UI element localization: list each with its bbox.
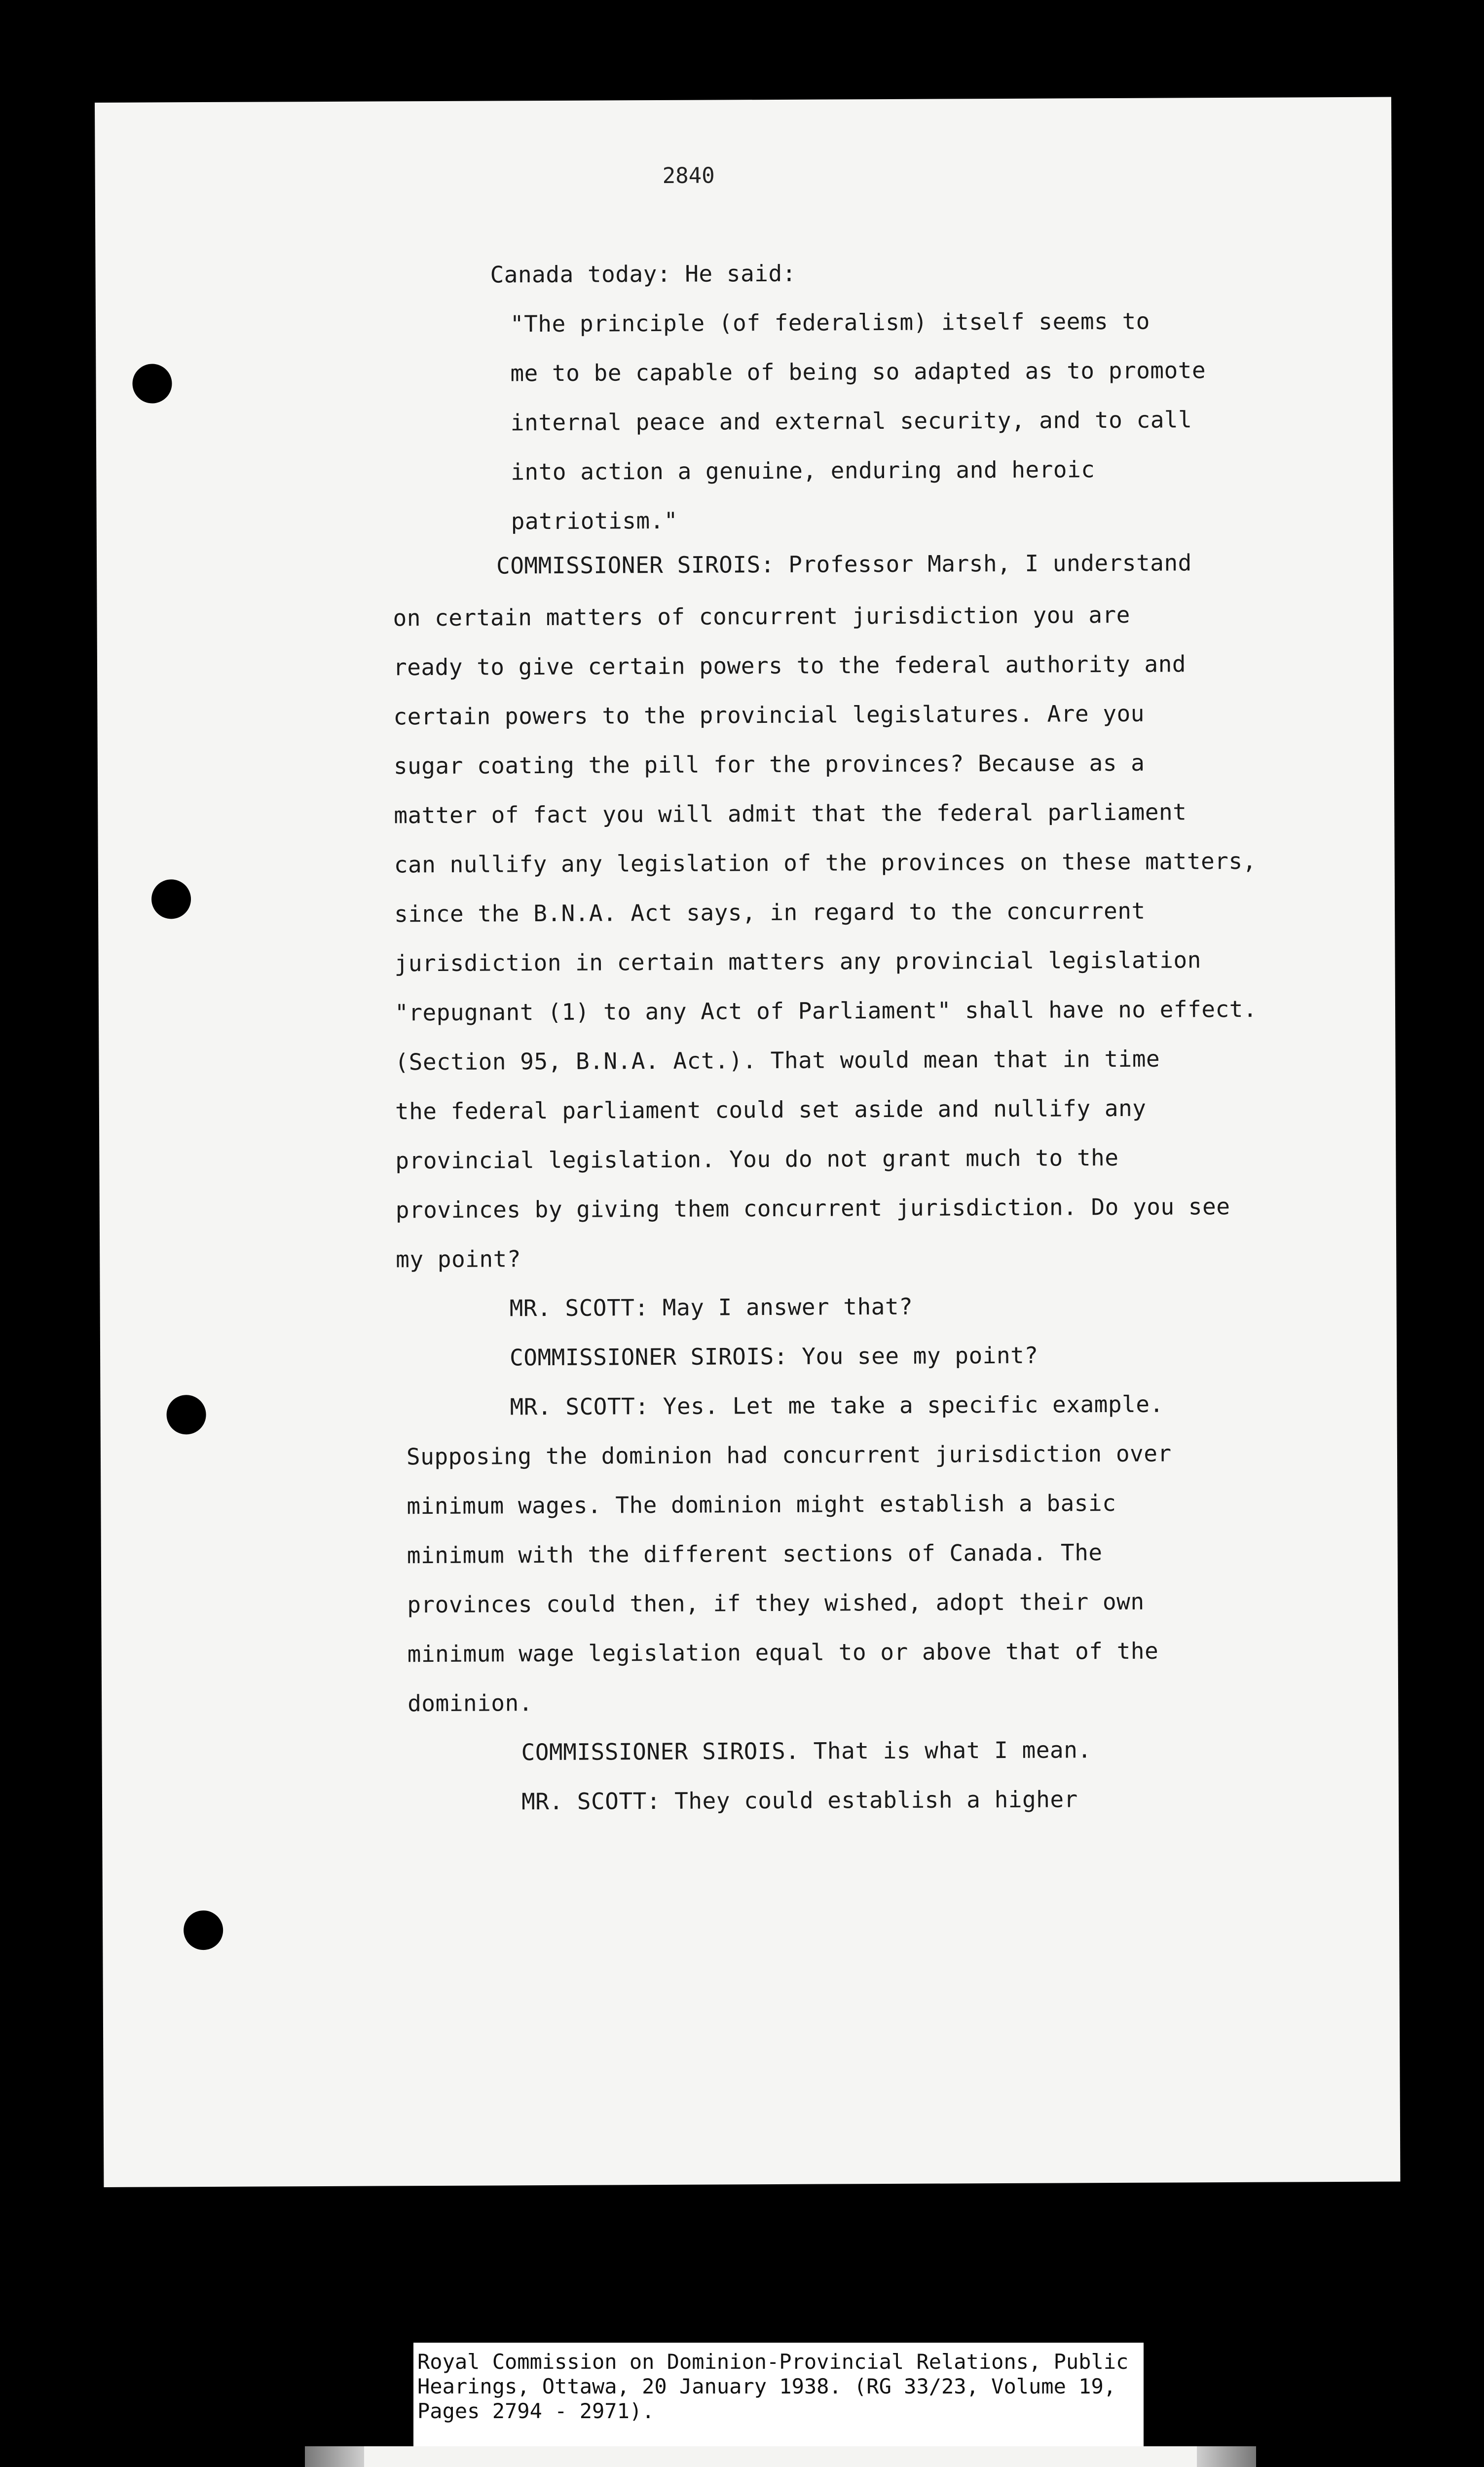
text-line: dominion. <box>408 1689 533 1717</box>
text-line: Supposing the dominion had concurrent jurisdiction over <box>406 1440 1172 1470</box>
text-line: the federal parliament could set aside and nullify any <box>395 1094 1147 1125</box>
typed-text <box>95 97 1400 2187</box>
text-line: since the B.N.A. Act says, in regard to the concurrent <box>394 897 1146 928</box>
text-line: jurisdiction in certain matters any provincial legislation <box>394 946 1202 977</box>
text-line: patriotism." <box>511 507 678 535</box>
text-line: COMMISSIONER SIROIS: You see my point? <box>509 1342 1039 1371</box>
text-line: "repugnant (1) to any Act of Parliament" shall have no effect. <box>394 995 1258 1026</box>
text-line: COMMISSIONER SIROIS. That is what I mean. <box>521 1736 1092 1766</box>
caption-line: Royal Commission on Dominion-Provincial Relations, Public <box>417 2350 1129 2374</box>
text-line: MR. SCOTT: Yes. Let me take a specific example. <box>510 1390 1164 1420</box>
text-line: into action a genuine, enduring and heroic <box>511 456 1095 486</box>
document-page <box>95 97 1400 2187</box>
text-line: internal peace and external security, and to call <box>510 406 1192 436</box>
text-line: MR. SCOTT: They could establish a higher <box>521 1786 1078 1815</box>
text-line: me to be capable of being so adapted as to promote <box>510 357 1206 387</box>
text-line: provincial legislation. You do not grant much to the <box>395 1144 1119 1174</box>
text-line: sugar coating the pill for the provinces? Because as a <box>393 749 1145 780</box>
text-line: minimum with the different sections of Canada. The <box>407 1539 1103 1569</box>
page-number: 2840 <box>662 163 715 188</box>
text-line: my point? <box>396 1245 521 1273</box>
caption-line: Pages 2794 - 2971). <box>417 2399 655 2423</box>
archives-stamp <box>305 2446 1256 2467</box>
text-line: matter of fact you will admit that the federal parliament <box>394 798 1187 829</box>
text-line: COMMISSIONER SIROIS: Professor Marsh, I understand <box>496 549 1192 579</box>
text-line: minimum wages. The dominion might establish a basic <box>407 1489 1116 1520</box>
text-line: ready to give certain powers to the federal authority and <box>393 650 1187 681</box>
text-line: provinces by giving them concurrent jurisdiction. Do you see <box>395 1193 1230 1224</box>
stamp-edge <box>305 2446 364 2467</box>
text-line: (Section 95, B.N.A. Act.). That would mean that in time <box>395 1045 1160 1076</box>
text-line: certain powers to the provincial legislatures. Are you <box>393 700 1145 730</box>
text-line: MR. SCOTT: May I answer that? <box>509 1293 913 1322</box>
text-line: provinces could then, if they wished, adopt their own <box>407 1588 1145 1618</box>
archive-caption <box>413 2343 1144 2447</box>
text-line: can nullify any legislation of the provinces on these matters, <box>394 847 1257 878</box>
text-line: Canada today: He said: <box>490 260 796 288</box>
text-line: on certain matters of concurrent jurisdiction you are <box>393 601 1130 632</box>
stamp-edge <box>1197 2446 1256 2467</box>
text-line: minimum wage legislation equal to or above that of the <box>407 1637 1159 1668</box>
text-line: "The principle (of federalism) itself seems to <box>510 307 1150 337</box>
caption-line: Hearings, Ottawa, 20 January 1938. (RG 33/23, Volume 19, <box>417 2374 1116 2398</box>
